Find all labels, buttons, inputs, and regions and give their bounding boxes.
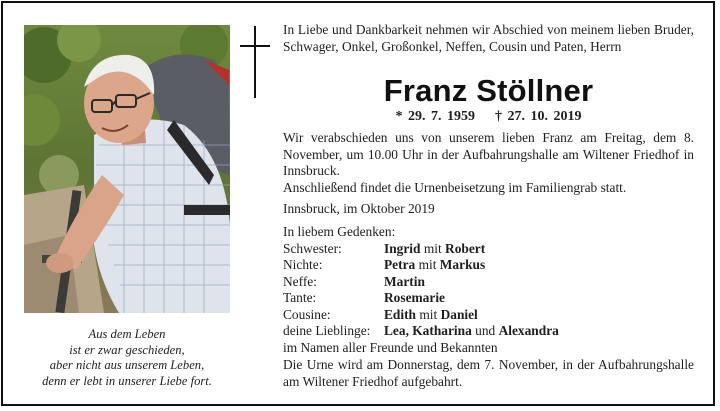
farewell-text: Wir verabschieden uns von unserem lieben Franz am Freitag, dem 8. November, um 10.00 Uhr in der Aufbahrungshalle am Wiltener Friedhof in Innsbruck.: [283, 130, 694, 178]
verse-line: ist er zwar geschieden,: [69, 342, 185, 357]
remembrance-heading: In liebem Gedenken:: [283, 224, 396, 239]
portrait-photo: [24, 25, 230, 313]
relative-separator: mit: [415, 257, 440, 272]
burial-text: Anschließend findet die Urnenbeisetzung im Familiengrab statt.: [283, 179, 627, 195]
birth-date: * 29. 7. 1959: [395, 109, 475, 124]
relatives-list: [283, 224, 694, 356]
relative-row: [283, 323, 694, 340]
death-date: † 27. 10. 2019: [495, 109, 582, 124]
relative-name: Edith: [384, 306, 417, 322]
relative-name: Lea, Katharina: [384, 323, 472, 338]
relative-separator: mit: [420, 240, 446, 256]
cross-icon: [240, 26, 270, 98]
relative-row: [283, 241, 694, 258]
relative-name: Martin: [384, 273, 425, 289]
verse-line: Aus dem Leben: [88, 327, 166, 341]
relative-row: [283, 290, 694, 307]
relative-separator: und: [471, 323, 499, 338]
relative-separator: mit: [416, 306, 441, 322]
relative-role: Schwester:: [283, 240, 342, 256]
relative-name: Markus: [439, 257, 486, 272]
relative-name: Rosemarie: [384, 290, 445, 305]
urn-notice: Die Urne wird am Donnerstag, dem 7. November, in der Aufbahrungshalle am Wiltener Friedhof aufgebahrt.: [283, 357, 694, 389]
relative-row: [283, 274, 694, 291]
relative-role: Neffe:: [283, 273, 317, 289]
friends-line: im Namen aller Freunde und Bekannten: [283, 339, 498, 355]
place-date: Innsbruck, im Oktober 2019: [283, 201, 435, 216]
life-dates: [283, 108, 694, 125]
farewell-paragraph: [283, 130, 694, 196]
relative-name: Ingrid: [384, 240, 421, 256]
verse-line: aber nicht aus unserem Leben,: [49, 358, 205, 373]
memorial-verse: [24, 327, 230, 389]
intro-text: In Liebe und Dankbarkeit nehmen wir Abschied von meinem lieben Bruder, Schwager, Onkel, Großonkel, Neffen, Cousin und Paten, Herrn: [283, 22, 694, 54]
relative-name: Alexandra: [498, 323, 559, 338]
relative-row: [283, 257, 694, 274]
relative-role: Cousine:: [283, 306, 331, 322]
relative-role: deine Lieblinge:: [283, 323, 371, 338]
relative-row: [283, 307, 694, 324]
verse-line: denn er lebt in unserer Liebe fort.: [42, 373, 212, 388]
deceased-name: Franz Stöllner: [383, 73, 594, 108]
relative-role: Nichte:: [283, 257, 323, 272]
relative-name: Petra: [384, 257, 416, 272]
relative-role: Tante:: [283, 290, 317, 305]
relative-name: Robert: [445, 240, 486, 256]
relative-name: Daniel: [440, 306, 478, 322]
